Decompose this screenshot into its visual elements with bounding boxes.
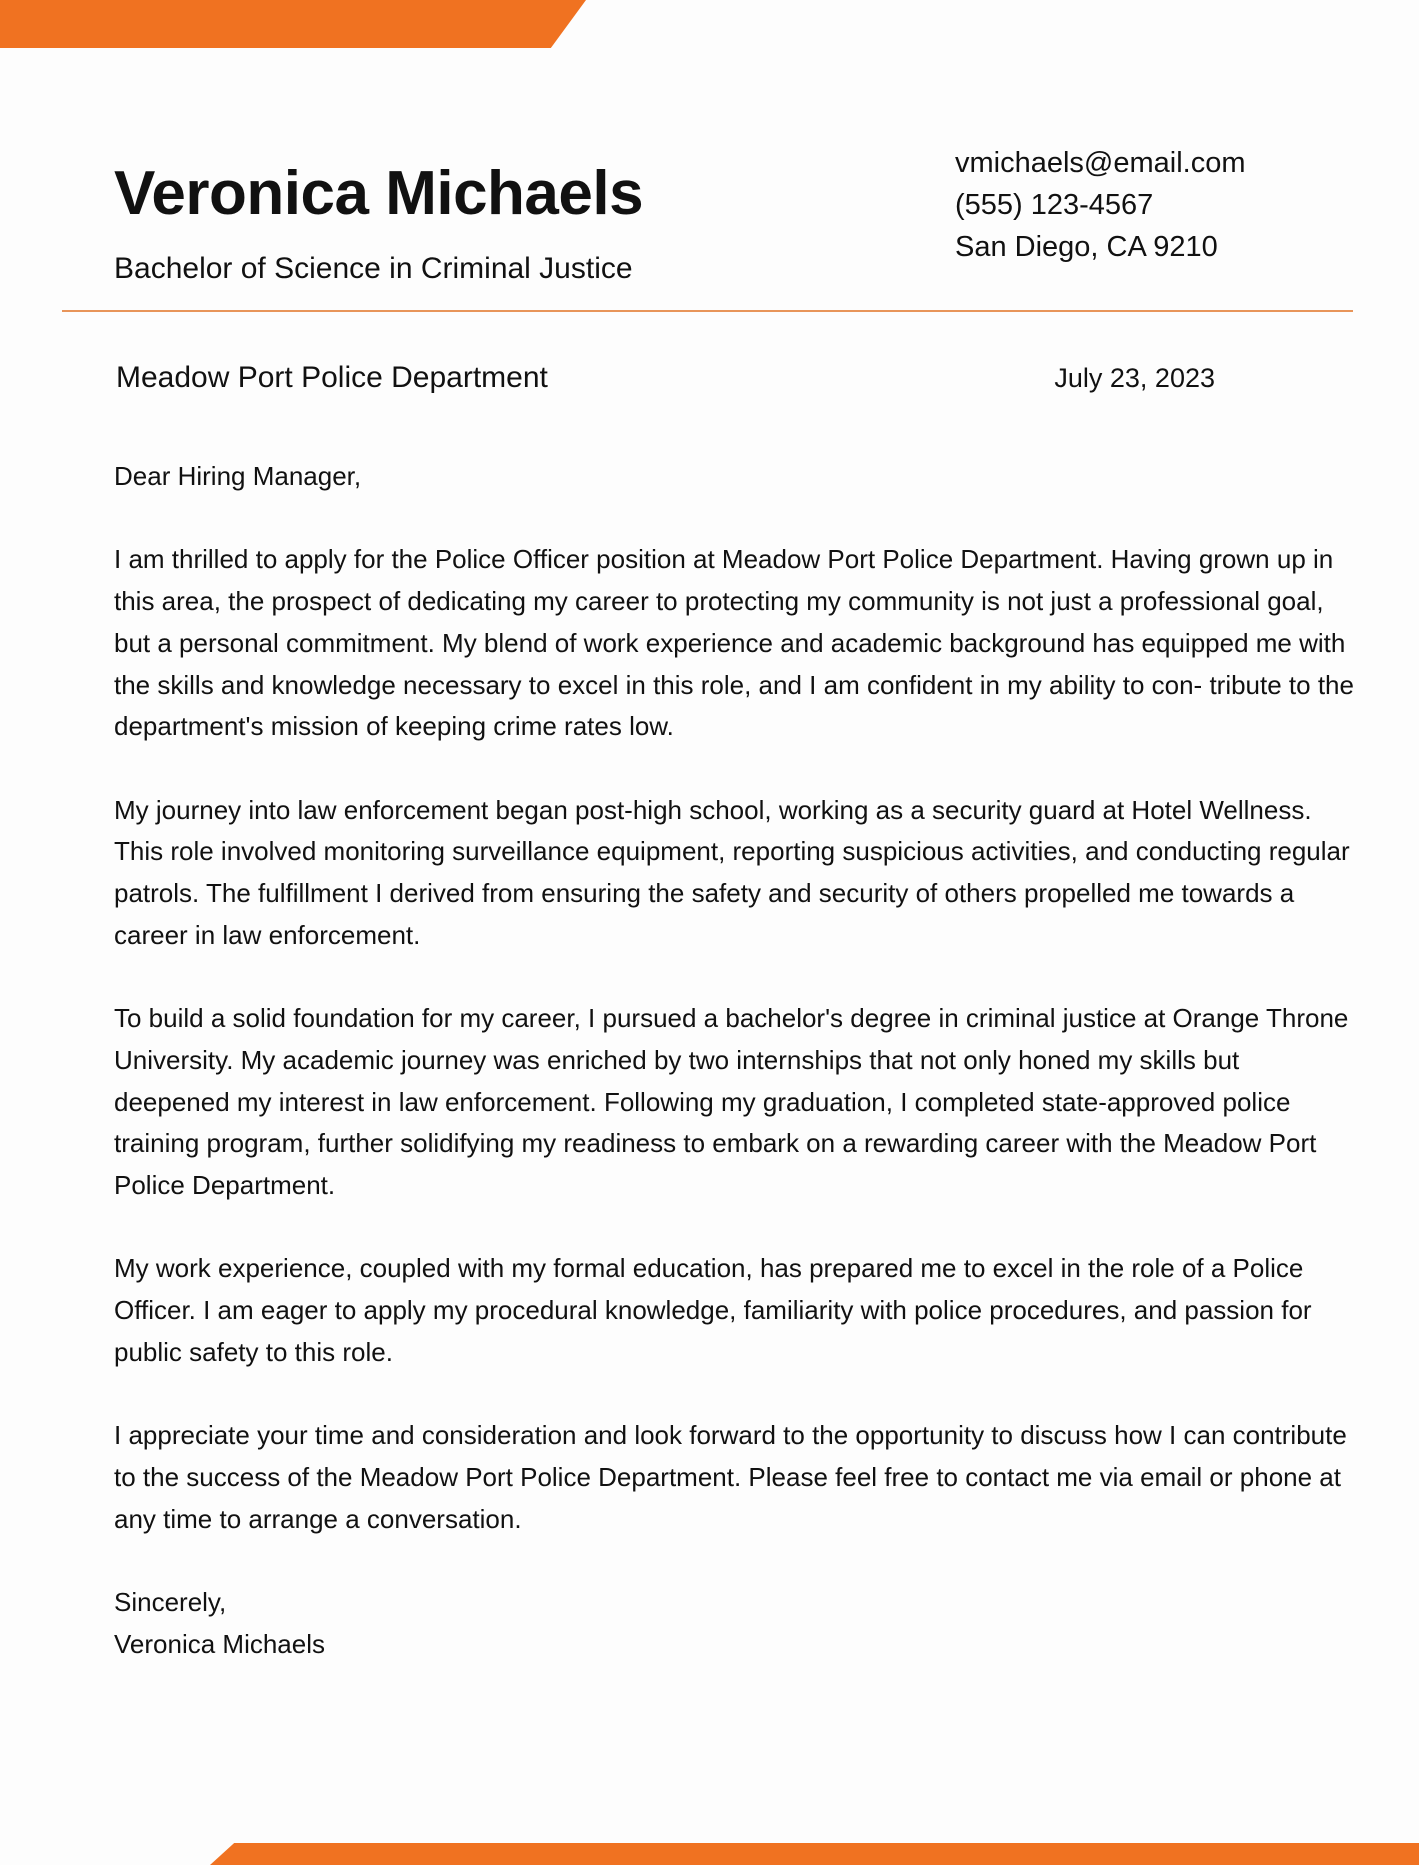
top-accent-bar bbox=[0, 0, 586, 48]
contact-phone: (555) 123-4567 bbox=[955, 189, 1154, 221]
paragraph: My work experience, coupled with my formal education, has prepared me to excel in the role of a Police Officer. I am eager to apply my procedural knowledge, familiarity with police procedures, and passion for public safety to this role. bbox=[114, 1253, 1312, 1367]
signature-name: Veronica Michaels bbox=[114, 1628, 325, 1659]
contact-block bbox=[955, 142, 1246, 268]
closing-block bbox=[114, 1582, 1354, 1665]
applicant-degree: Bachelor of Science in Criminal Justice bbox=[114, 252, 633, 285]
salutation: Dear Hiring Manager, bbox=[114, 461, 362, 491]
letter-body bbox=[114, 456, 1354, 1665]
header-divider bbox=[62, 310, 1353, 312]
paragraph: To build a solid foundation for my career, I pursued a bachelor's degree in criminal justice at Orange Throne University. My academic journey was enriched by two internships that not only honed my skills but deepened my interest in law enforcement. Following my graduation, I completed state-approved police training program, further solidifying my readiness to embark on a rewarding career with the Meadow Port Police Department. bbox=[114, 1003, 1349, 1200]
recipient-name: Meadow Port Police Department bbox=[116, 361, 548, 394]
contact-location: San Diego, CA 9210 bbox=[955, 231, 1218, 263]
closing-phrase: Sincerely, bbox=[114, 1586, 227, 1617]
paragraph: I am thrilled to apply for the Police Officer position at Meadow Port Police Department. Having grown up in this area, the prospect of dedicating my career to protecting my community is not just a professional goal, but a personal commitment. My blend of work experience and academic background has equipped me with the skills and knowledge necessary to excel in this role, and I am confident in my ability to con- tribute to the department's mission of keeping crime rates low. bbox=[114, 544, 1354, 742]
applicant-name: Veronica Michaels bbox=[114, 159, 644, 228]
bottom-accent-bar bbox=[210, 1843, 1419, 1865]
contact-email: vmichaels@email.com bbox=[955, 147, 1246, 179]
letter-date: July 23, 2023 bbox=[1054, 363, 1215, 393]
paragraph: I appreciate your time and consideration and look forward to the opportunity to discuss how I can contribute to the success of the Meadow Port Police Department. Please feel free to contact me via email or phone at any time to arrange a conversation. bbox=[114, 1420, 1347, 1534]
paragraph: My journey into law enforcement began post-high school, working as a security guard at Hotel Wellness. This role involved monitoring surveillance equipment, reporting suspicious activities, and conducting regular patrols. The fulfillment I derived from ensuring the safety and security of others propelled me towards a career in law enforcement. bbox=[114, 794, 1350, 950]
